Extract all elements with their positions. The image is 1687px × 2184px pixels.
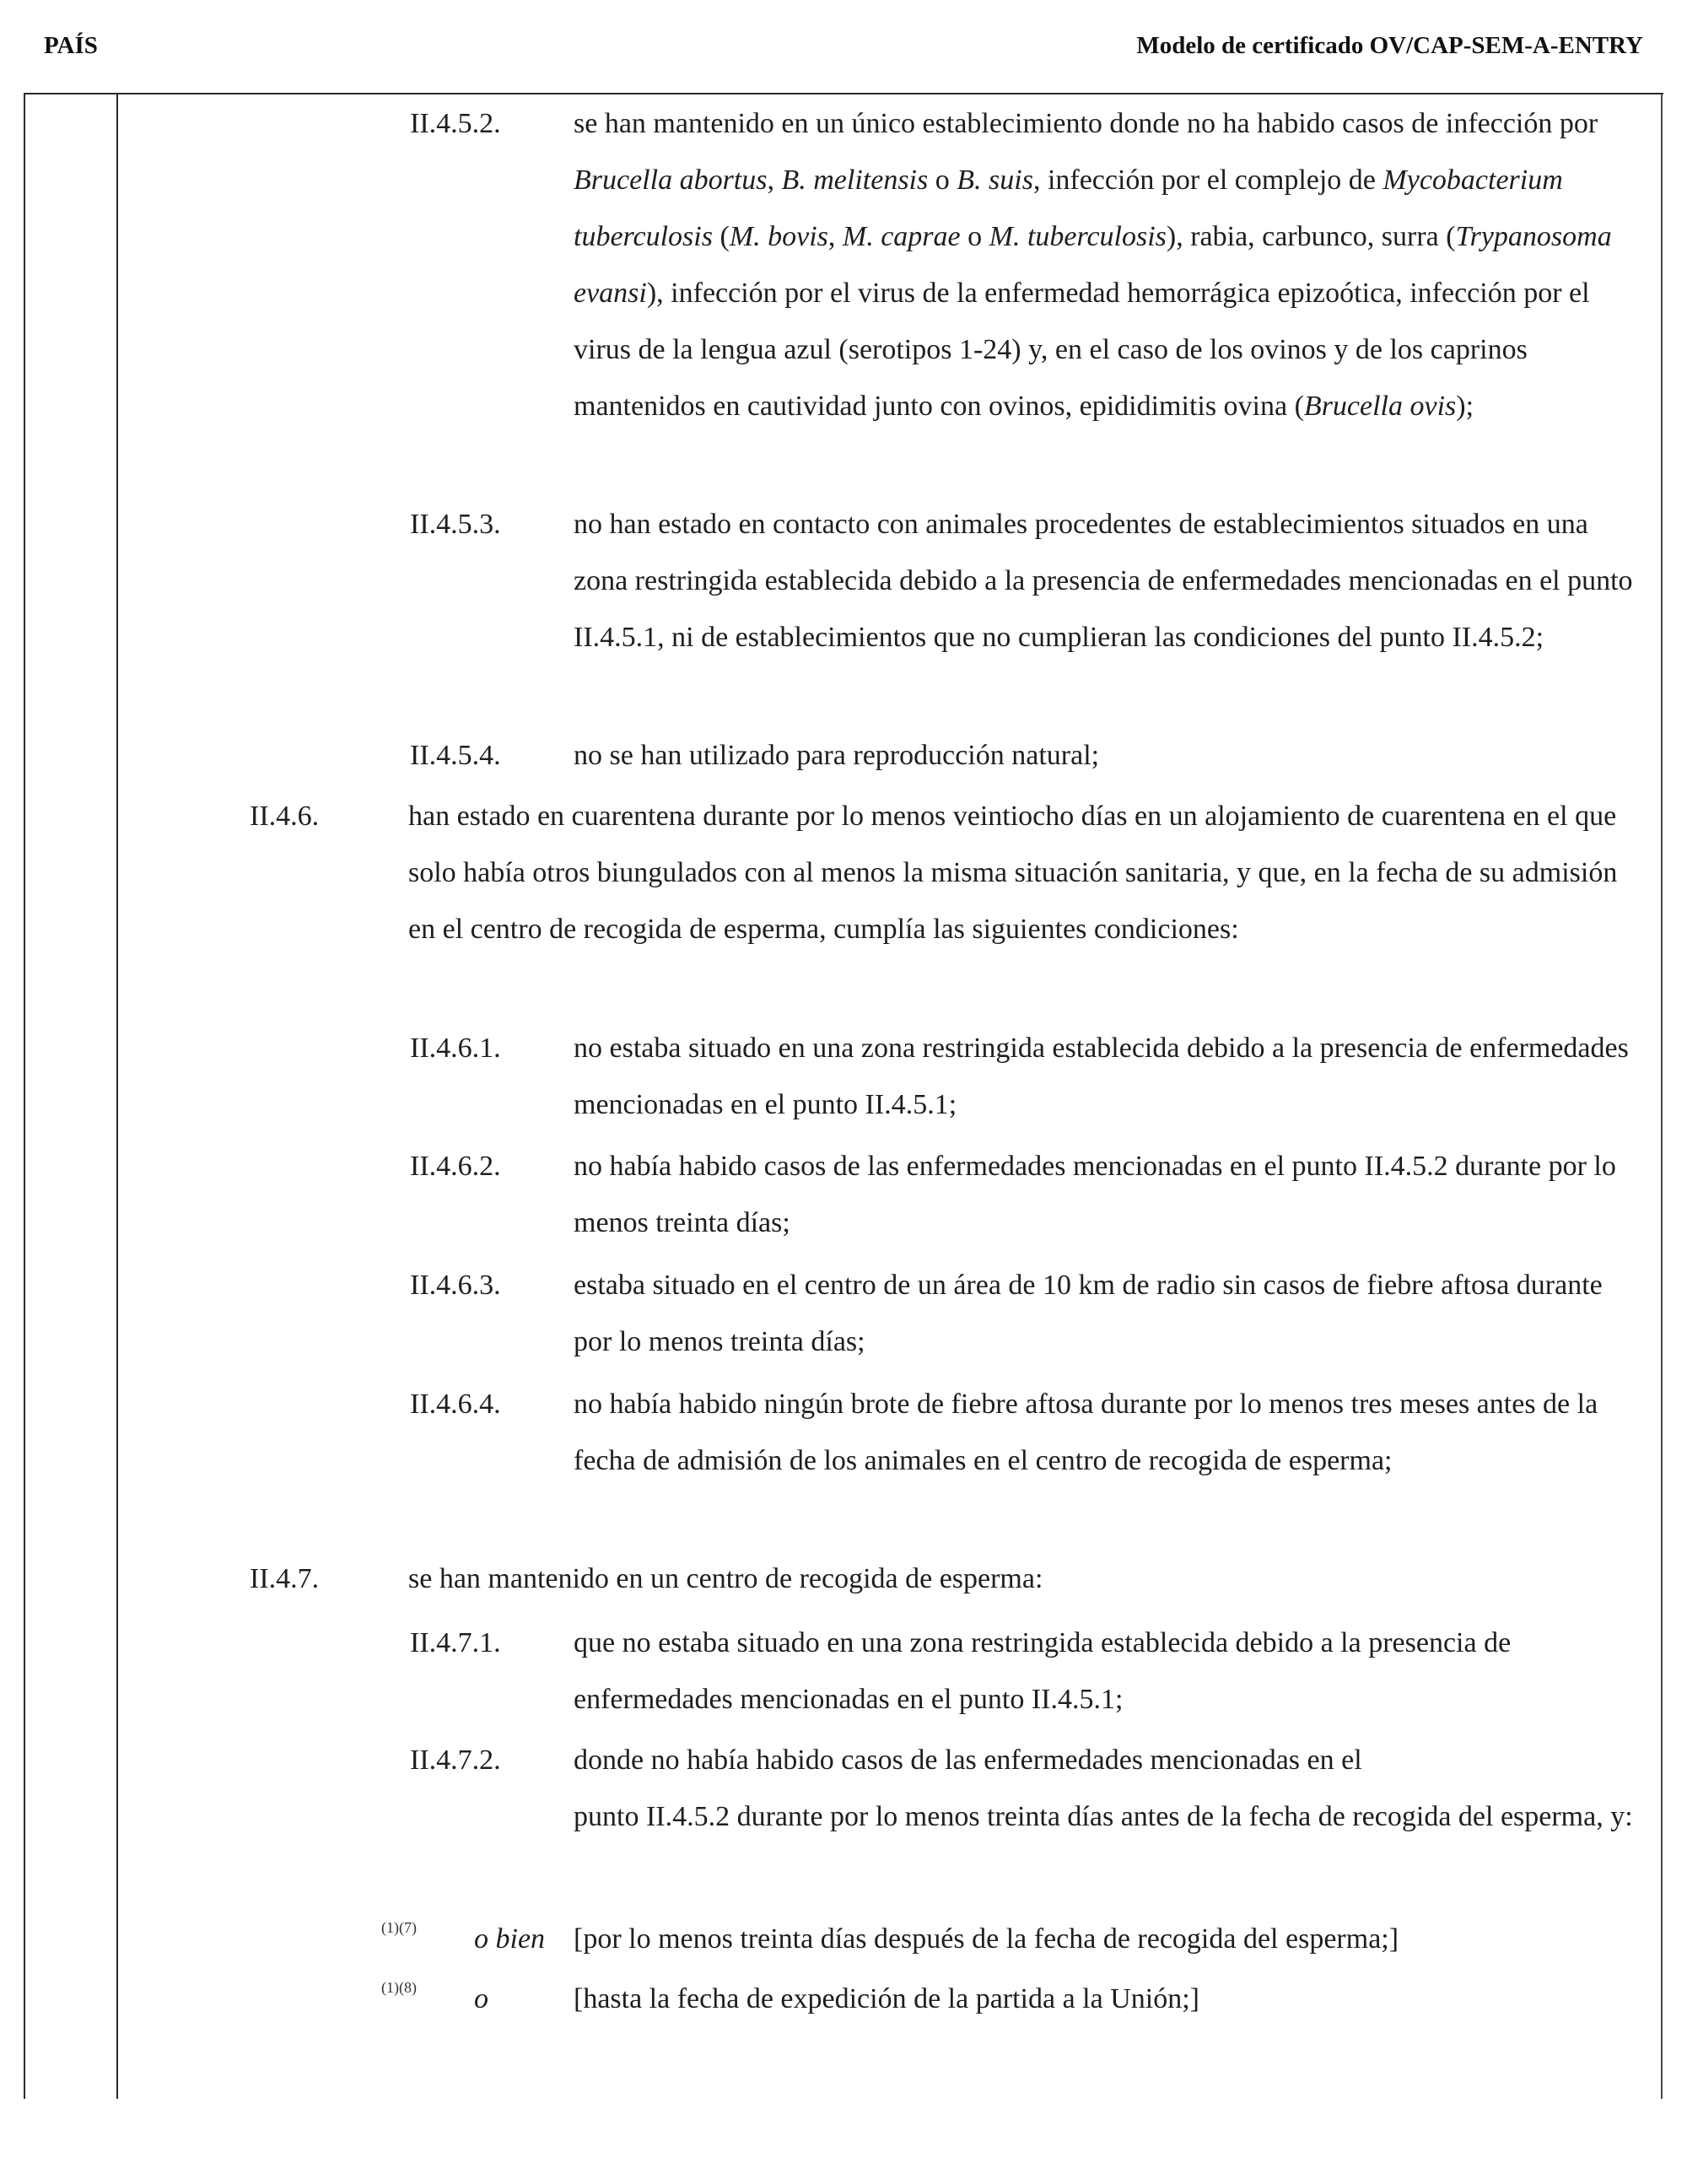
table-inner-border — [116, 94, 118, 2099]
footnote-ref: (1)(7) — [381, 1919, 417, 1936]
clause-number: II.4.7. — [250, 1563, 320, 1594]
clause-text: no han estado en contacto con animales procedentes de establecimientos situados en una zona restringida establecida debido a la presencia de enfermedades mencionadas en el punto II.4.5.1, ni de establecimientos que no cumplieran las condiciones del punto II.4.5.2; — [574, 509, 1633, 653]
clause-text: se han mantenido en un centro de recogida de esperma: — [408, 1563, 1043, 1594]
option-text: [por lo menos treinta días después de la fecha de recogida del esperma;] — [574, 1923, 1399, 1955]
clause-text: estaba situado en el centro de un área de 10 km de radio sin casos de fiebre aftosa durante por lo menos treinta días; — [574, 1270, 1603, 1357]
table-right-border — [1661, 94, 1663, 2099]
option-text: [hasta la fecha de expedición de la partida a la Unión;] — [574, 1983, 1199, 2014]
header-certificate-model: Modelo de certificado OV/CAP-SEM-A-ENTRY — [1136, 32, 1643, 59]
clause-number: II.4.6.4. — [410, 1389, 501, 1420]
clause-text: se han mantenido en un único establecimiento donde no ha habido casos de infección por Brucella abortus, B. melitensis o B. suis, infección por el complejo de Mycobacterium tuberculosis (M. bovis, M. caprae o M. tuberculosis), rabia, carbunco, surra (Trypanosoma evansi), infección por el virus de la enfermedad hemorrágica epizoótica, infección por el virus de la lengua azul (serotipos 1-24) y, en el caso de los ovinos y de los caprinos mantenidos en cautividad junto con ovinos, epididimitis ovina (Brucella ovis); — [574, 108, 1612, 422]
clause-text: que no estaba situado en una zona restringida establecida debido a la presencia de enfermedades mencionadas en el punto II.4.5.1; — [574, 1627, 1512, 1715]
clause-text: no estaba situado en una zona restringida establecida debido a la presencia de enfermedades mencionadas en el punto II.4.5.1; — [574, 1033, 1629, 1120]
header-country: PAÍS — [44, 32, 98, 59]
clause-text: no había habido casos de las enfermedades mencionadas en el punto II.4.5.2 durante por lo menos treinta días; — [574, 1151, 1616, 1238]
clause-number: II.4.5.4. — [410, 740, 501, 771]
clause-text: han estado en cuarentena durante por lo menos veintiocho días en un alojamiento de cuarentena en el que solo había otros biungulados con al menos la misma situación sanitaria, y que, en la fecha de su admisión en el centro de recogida de esperma, cumplía las siguientes condiciones: — [408, 801, 1618, 945]
option-label: o bien — [474, 1923, 546, 1955]
footnote-ref: (1)(8) — [381, 1979, 417, 1996]
clause-number: II.4.6.1. — [410, 1033, 501, 1064]
clause-text — [574, 1732, 1638, 1845]
table-left-border — [24, 94, 25, 2099]
option-either — [381, 1911, 1647, 1967]
clause-number: II.4.7.2. — [410, 1745, 501, 1776]
option-or — [381, 1971, 1647, 2027]
clause-text-line: punto II.4.5.2 durante por lo menos treinta días antes de la fecha de recogida del esperma, y: — [574, 1801, 1633, 1832]
clause-number: II.4.5.2. — [410, 108, 501, 139]
clause-number: II.4.7.1. — [410, 1627, 501, 1658]
clause-number: II.4.6.3. — [410, 1270, 501, 1301]
option-label: o — [474, 1983, 488, 2014]
clause-text-line: donde no había habido casos de las enfermedades mencionadas en el — [574, 1745, 1362, 1776]
clause-text: no había habido ningún brote de fiebre aftosa durante por lo menos tres meses antes de la fecha de admisión de los animales en el centro de recogida de esperma; — [574, 1389, 1598, 1476]
clause-number: II.4.6.2. — [410, 1151, 501, 1182]
clause-text: no se han utilizado para reproducción natural; — [574, 740, 1100, 771]
table-top-border — [24, 93, 1663, 94]
clause-number: II.4.5.3. — [410, 509, 501, 540]
clause-number: II.4.6. — [250, 801, 320, 832]
